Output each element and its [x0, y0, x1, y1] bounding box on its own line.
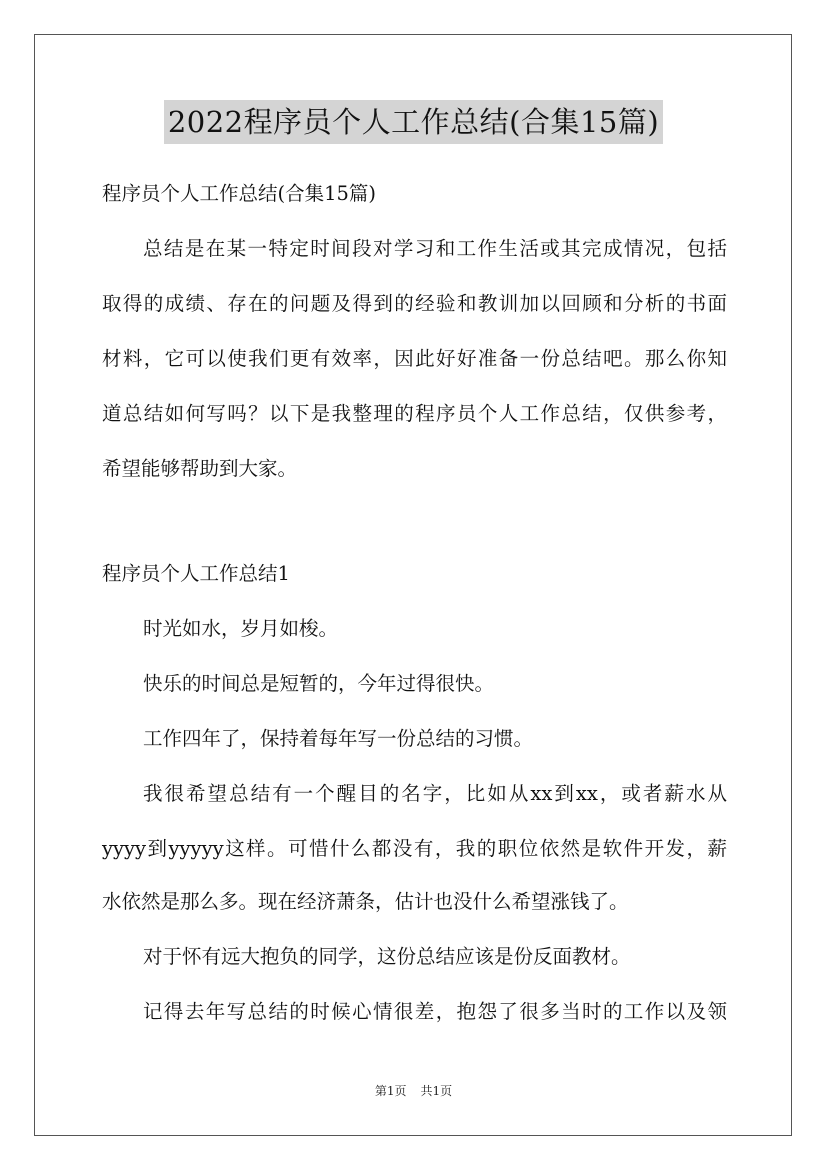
- section-line: 记得去年写总结的时候心情很差，抱怨了很多当时的工作以及领: [143, 1000, 727, 1023]
- section-line: yyyy到yyyyy这样。可惜什么都没有，我的职位依然是软件开发，薪: [102, 837, 727, 860]
- document-subtitle: 程序员个人工作总结(合集15篇): [102, 182, 377, 205]
- section-line: 水依然是那么多。现在经济萧条，估计也没什么希望涨钱了。: [102, 890, 629, 913]
- section-line: 我很希望总结有一个醒目的名字，比如从xx到xx，或者薪水从: [143, 782, 727, 805]
- page-number: 第1页: [374, 1084, 407, 1098]
- title-container: [0, 100, 827, 144]
- page-total: 共1页: [420, 1084, 453, 1098]
- page-footer: [0, 1082, 827, 1100]
- section-line: 快乐的时间总是短暂的，今年过得很快。: [143, 672, 495, 695]
- section-heading: 程序员个人工作总结1: [102, 562, 290, 585]
- intro-line: 希望能够帮助到大家。: [102, 457, 298, 480]
- section-line: 对于怀有远大抱负的同学，这份总结应该是份反面教材。: [143, 945, 631, 968]
- section-line: 工作四年了，保持着每年写一份总结的习惯。: [143, 727, 534, 750]
- intro-line: 道总结如何写吗？以下是我整理的程序员个人工作总结，仅供参考，: [102, 402, 727, 425]
- intro-line: 取得的成绩、存在的问题及得到的经验和教训加以回顾和分析的书面: [102, 292, 727, 315]
- intro-line: 材料，它可以使我们更有效率，因此好好准备一份总结吧。那么你知: [102, 347, 727, 370]
- intro-line: 总结是在某一特定时间段对学习和工作生活或其完成情况，包括: [143, 237, 727, 260]
- section-line: 时光如水，岁月如梭。: [143, 617, 339, 640]
- document-title: 2022程序员个人工作总结(合集15篇): [164, 100, 663, 144]
